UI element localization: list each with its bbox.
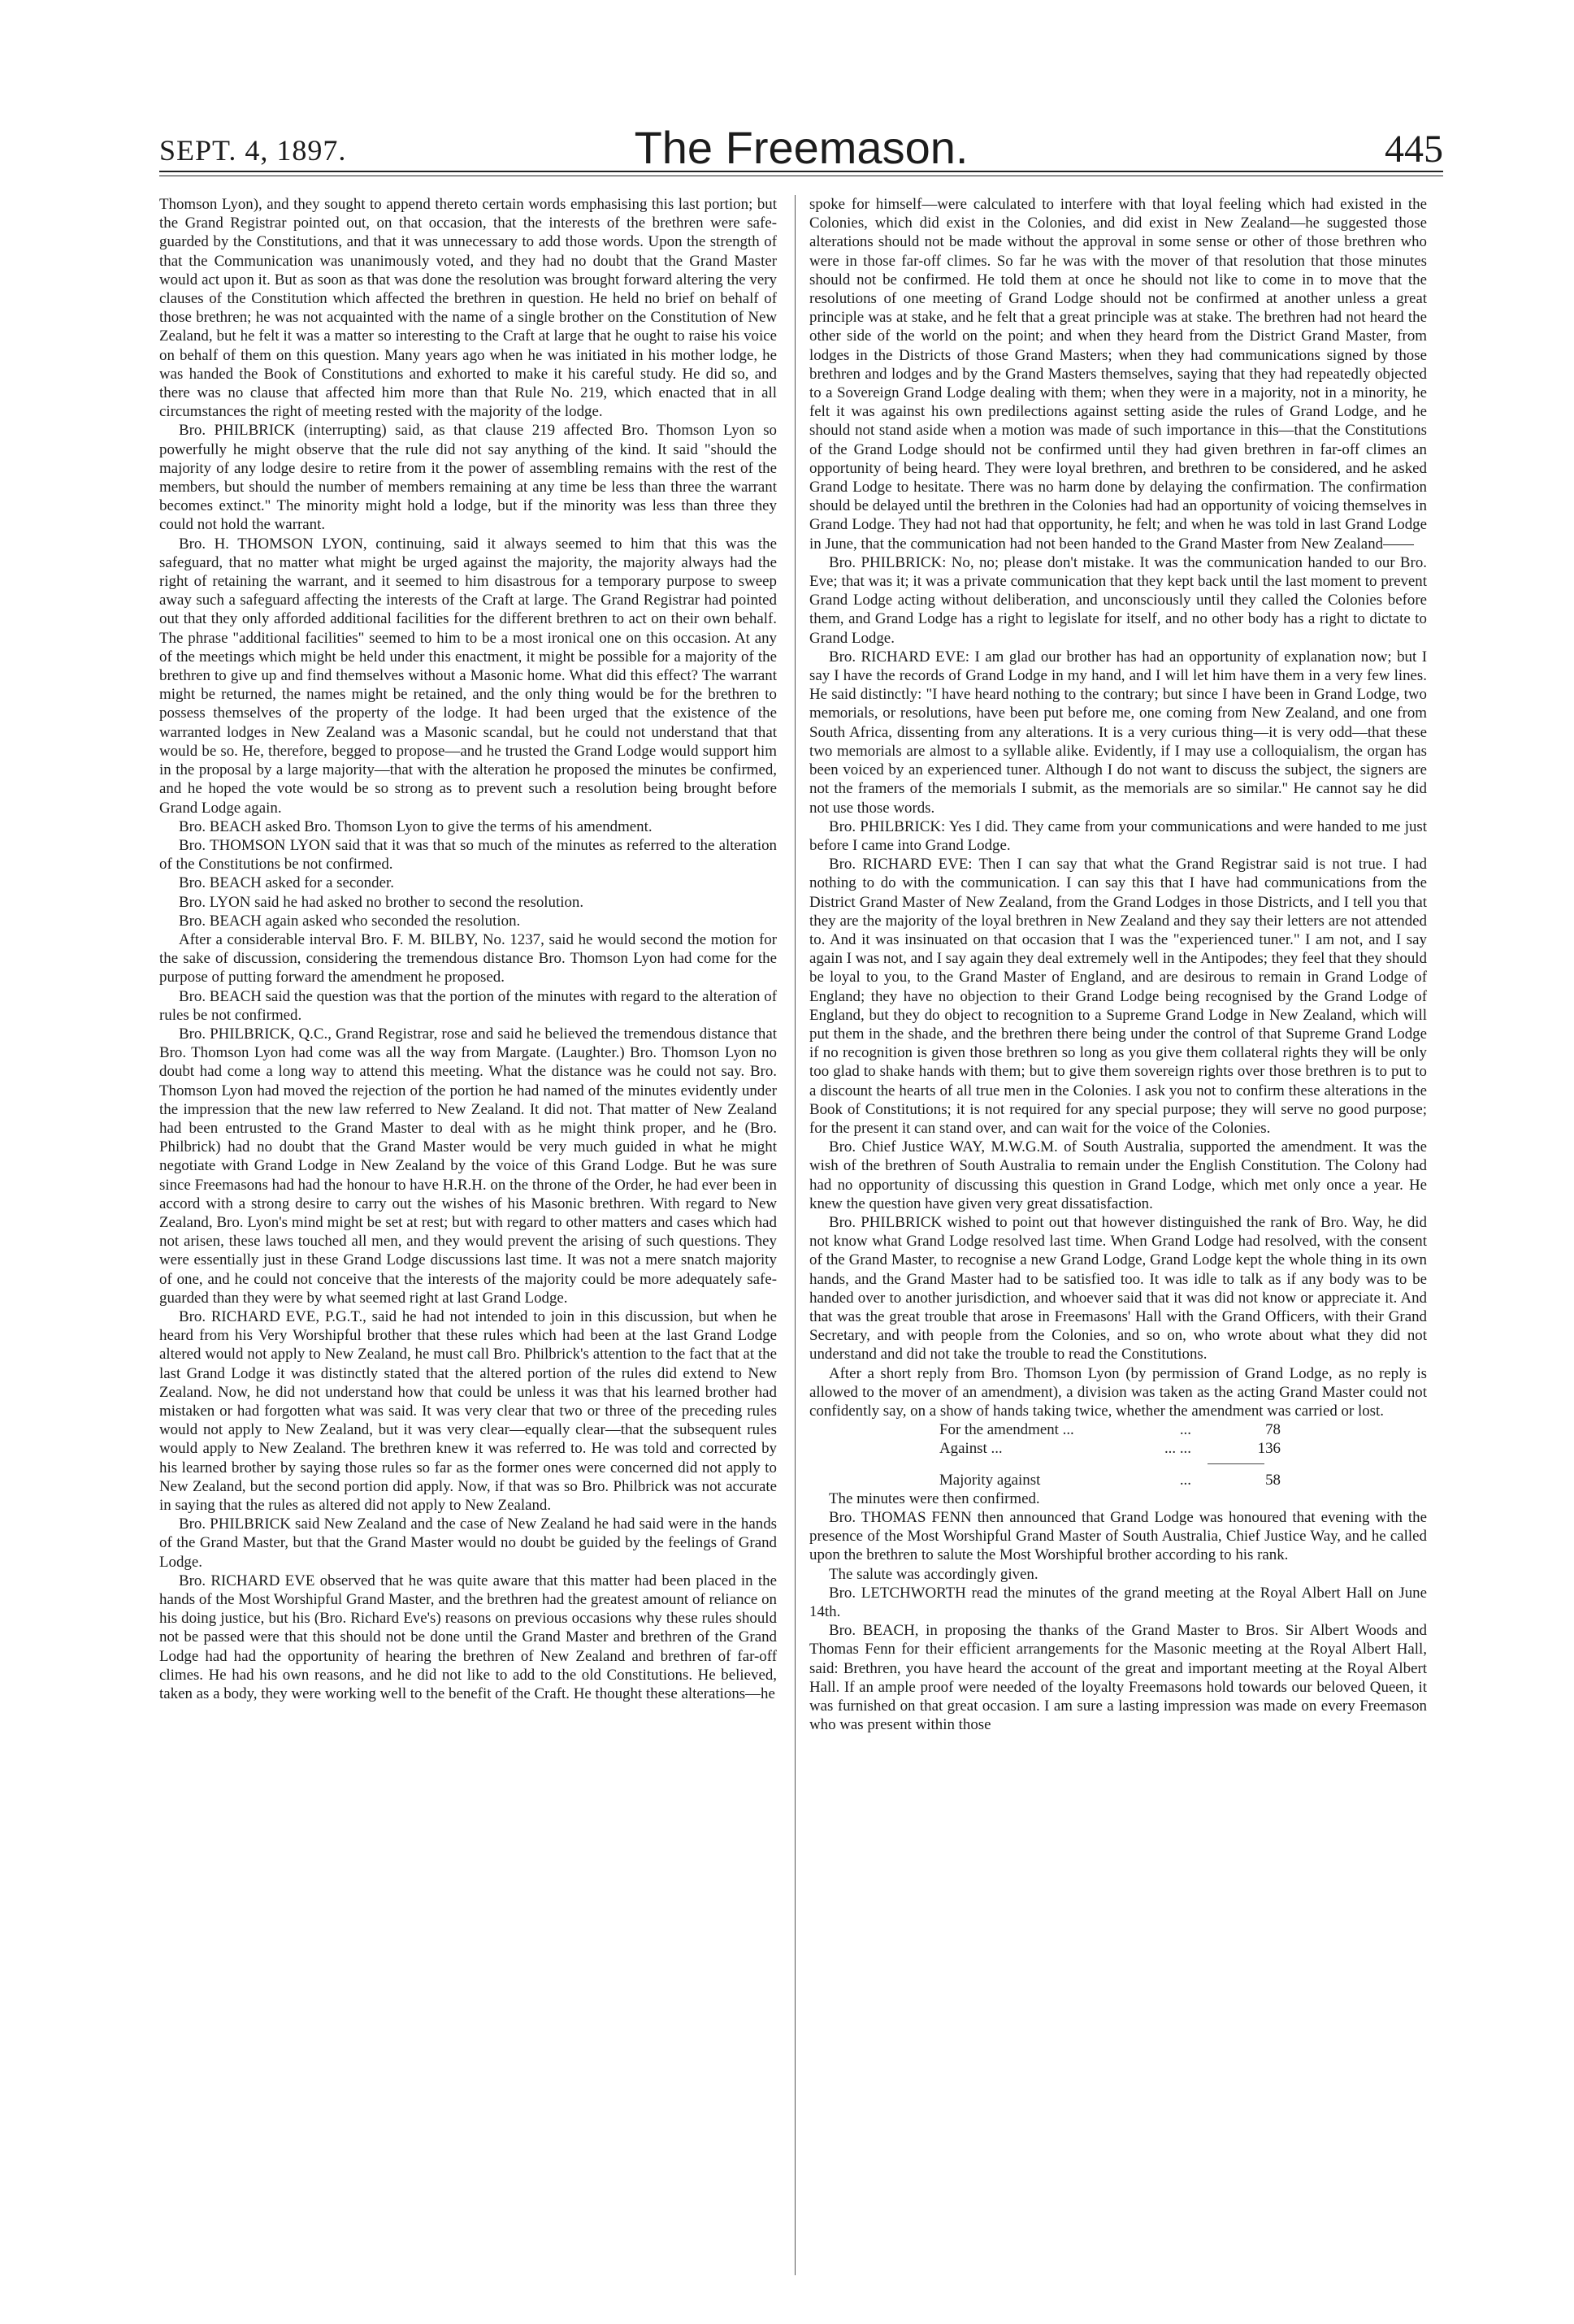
vote-majority-value: 58 xyxy=(1265,1471,1281,1489)
vote-against-row xyxy=(939,1439,1281,1458)
paragraph: Bro. RICHARD EVE observed that he was quite aware that this matter had been placed in the hands of the Most Worshipful Grand Master, and the brethren had the greatest amount of reliance on his doing justice, but his (Bro. Richard Eve's) reasons on previous occasions why these rules should not be passed were that this should not be done until the Grand Master and brethren of the Grand Lodge had had the opportunity of hearing the brethren of New Zealand and brethren of far-off climes. He had his own reasons, and he did not like to add to the old Constitutions. He believed, taken as a body, they were working well to the benefit of the Craft. He thought these alterations—he xyxy=(159,1572,777,1703)
vote-sum-rule xyxy=(1208,1463,1264,1471)
paragraph: Bro. RICHARD EVE: Then I can say that what the Grand Registrar said is not true. I had nothing to do with the communication. I can say this that I have had communications from the District Grand Master of New Zealand, from the Grand Lodges in those Districts, and I tell you that they are the majority of the loyal brethren in New Zealand and they say their letters are not attended to. And it was insinuated on that occasion that I was the "experienced tuner." I am not, and I say again I was not, and I say again they deal extremely well in the Antipodes; they feel that they should be loyal to you, to the Grand Master of England, and are desirous to remain in Grand Lodge of England; they have no objection to their Grand Lodge being recognised by the Grand Lodge of England, but they do object to recognition to a Supreme Grand Lodge in New Zealand, which will put them in the shade, and the brethren there being under the control of that Supreme Grand Lodge if no recognition is given those brethren so long as you give them collateral rights they will be only too glad to shake hands with them; but to give them sovereign rights over those brethren is to put to a discount the hearts of all true men in the Colonies. I ask you not to confirm these alterations in the Book of Constitutions; it is not required for any special purpose; they will serve no good purpose; for the present it can stand over, and can wait for the voice of the Colonies. xyxy=(809,856,1427,1137)
paragraph: Bro. RICHARD EVE: I am glad our brother has had an opportunity of explanation now; but I say I have the records of Grand Lodge in my hand, and I will let him have them in a very few lines. He said distinctly: "I have heard nothing to the contrary; but since I have been in Grand Lodge, two memorials, or resolutions, have been put before me, one coming from New Zealand, and one from South Africa, dissenting from any alterations. It is a very curious thing—it is very odd—that these two memorials are almost to a syllable alike. Evidently, if I may use a colloquialism, the organ has been voiced by an experienced tuner. Although I do not want to discuss the subject, the signers are not the framers of the memorials I submit, as the memorials are so similar." He cannot say he did not use those words. xyxy=(809,648,1427,817)
paragraph: Bro. BEACH asked Bro. Thomson Lyon to give the terms of his amendment. xyxy=(179,817,653,835)
page-number: 445 xyxy=(1385,128,1443,171)
vote-for-dots: ... xyxy=(1179,1421,1191,1439)
vote-majority-row xyxy=(939,1471,1281,1489)
vote-against-dots: ... ... xyxy=(1164,1440,1191,1458)
paragraph: Bro. PHILBRICK: Yes I did. They came from your communications and were handed to me just before I came into Grand Lodge. xyxy=(809,817,1427,854)
paragraph: Bro. LYON said he had asked no brother to second the resolution. xyxy=(179,893,584,911)
paragraph: Bro. PHILBRICK: No, no; please don't mistake. It was the communication handed to our Bro. Eve; that was it; it was a private communication that they kept back until the last moment to prevent Grand Lodge acting without deliberation, and unconsciously until they called the Colonies before them, and Grand Lodge has a right to legislate for itself, and no other body has a right to dictate to Grand Lodge. xyxy=(809,553,1427,647)
paragraph: Bro. BEACH, in proposing the thanks of the Grand Master to Bros. Sir Albert Woods and Thomas Fenn for their efficient arrangements for the Masonic meeting at the Royal Albert Hall, said: Brethren, you have heard the account of the great and important meeting at the Royal Albert Hall. If an ample proof were needed of the loyalty Freemasons hold towards our beloved Queen, it was furnished on that great occasion. I am sure a lasting impression was made on every Freemason who was present within those xyxy=(809,1622,1427,1734)
vote-for-label: For the amendment ... xyxy=(939,1421,1074,1439)
left-column xyxy=(159,195,777,2275)
vote-for-row xyxy=(939,1420,1281,1439)
paragraph: After a considerable interval Bro. F. M. BILBY, No. 1237, said he would second the motion for the sake of discussion, considering the tremendous distance Bro. Thomson Lyon had come for the purpose of putting forward the amendment he proposed. xyxy=(159,930,777,986)
right-column xyxy=(809,195,1427,2275)
paragraph: Bro. LETCHWORTH read the minutes of the grand meeting at the Royal Albert Hall on June 14th. xyxy=(809,1584,1427,1621)
header-rule xyxy=(159,171,1443,172)
paragraph: Bro. PHILBRICK, Q.C., Grand Registrar, rose and said he believed the tremendous distance that Bro. Thomson Lyon had come was all the way from Margate. (Laughter.) Bro. Thomson Lyon no doubt had come a long way to attend this meeting. What the distance was he could not say. Bro. Thomson Lyon had moved the rejection of the portion he had named of the minutes evidently under the impression that the new law referred to New Zealand. It did not. That matter of New Zealand had been entrusted to the Grand Master to deal with as he might think proper, and he (Bro. Philbrick) had no doubt that the Grand Master would be very much guided in what he might negotiate with Grand Lodge in New Zealand by the voice of this Grand Lodge. But he was sure since Freemasons had had the honour to have H.R.H. on the throne of the Order, he had ever been in accord with a strong desire to carry out the wishes of his Masonic brethren. With regard to New Zealand, Bro. Lyon's mind might be set at rest; but with regard to other matters and cases which had not arisen, these laws touched all men, and they would prevent the arising of such questions. They were essentially just in these Grand Lodge discussions last time. It was not a mere snatch majority of one, and he could not conceive that the interests of the majority could be more adequately safe-guarded than they were by what seemed right at last Grand Lodge. xyxy=(159,1025,777,1307)
paragraph: Bro. BEACH asked for a seconder. xyxy=(179,874,394,892)
vote-majority-label: Majority against xyxy=(939,1471,1041,1489)
division-result xyxy=(939,1420,1281,1489)
paragraph: Bro. THOMAS FENN then announced that Grand Lodge was honoured that evening with the presence of the Most Worshipful Grand Master of South Australia, Chief Justice Way, and he called upon the brethren to salute the Most Worshipful brother according to his rank. xyxy=(809,1509,1427,1564)
paragraph: Bro. RICHARD EVE, P.G.T., said he had not intended to join in this discussion, but when he heard from his Very Worshipful brother that these rules which had been at the last Grand Lodge altered would not apply to New Zealand, he must call Bro. Philbrick's attention to the fact that at the last Grand Lodge it was distinctly stated that the altered portion of the rules did extend to New Zealand. Now, he did not understand how that could be unless it was that his learned brother had mistaken or had forgotten what was said. It was very clear that two or three of the preceding rules would not apply to New Zealand, but it was very clear—equally clear—that the subsequent rules would apply to New Zealand. The brethren knew it was referred to. He was told and corrected by his learned brother by saying those rules so far as the former ones were concerned did not apply to New Zealand, but the second portion did apply. Now, if that was so Bro. Philbrick was not accurate in saying that the rules as altered did not apply to New Zealand. xyxy=(159,1307,777,1515)
paragraph: Bro. PHILBRICK wished to point out that however distinguished the rank of Bro. Way, he did not know what Grand Lodge resolved last time. When Grand Lodge had resolved, with the consent of the Grand Master, to recognise a new Grand Lodge, Grand Lodge kept the whole thing in its own hands, and the Grand Master had to be satisfied too. It was idle to talk as if any body was to be handed over to another jurisdiction, and whoever said that it was did not know or appreciate it. And that was the great trouble that arose in Freemasons' Hall with the Grand Officers, with their Grand Secretary, and with people from the Colonies, and so on, who wrote about what they did not understand and did not take the trouble to read the Constitutions. xyxy=(809,1213,1427,1364)
vote-for-value: 78 xyxy=(1265,1421,1281,1439)
paragraph: Bro. PHILBRICK said New Zealand and the case of New Zealand he had said were in the hands of the Grand Master, but that the Grand Master would no doubt be guided by the feelings of Grand Lodge. xyxy=(159,1515,777,1571)
paragraph: After a short reply from Bro. Thomson Lyon (by permission of Grand Lodge, as no reply is allowed to the mover of an amendment), a division was taken as the acting Grand Master could not confidently say, on a show of hands taking twice, whether the amendment was carried or lost. xyxy=(809,1364,1427,1420)
paragraph: Bro. Chief Justice WAY, M.W.G.M. of South Australia, supported the amendment. It was the wish of the brethren of South Australia to remain under the English Constitution. The Colony had had no opportunity of discussing this question in Grand Lodge, which met only once a year. He knew the question have given very great dissatisfaction. xyxy=(809,1138,1427,1212)
paragraph: The minutes were then confirmed. xyxy=(829,1489,1040,1507)
issue-date: SEPT. 4, 1897. xyxy=(159,134,347,167)
paragraph: Bro. PHILBRICK (interrupting) said, as that clause 219 affected Bro. Thomson Lyon so powerfully he might observe that the rule did not say anything of the kind. It said "should the majority of any lodge desire to retire from it the power of assembling remains with the rest of the members, but should the number of members remaining at any time be less than three the warrant becomes extinct." The minority might hold a lodge, but if the minority was less than three they could not hold the warrant. xyxy=(159,422,777,534)
vote-majority-dots: ... xyxy=(1179,1471,1191,1489)
paragraph: spoke for himself—were calculated to interfere with that loyal feeling which had existed in the Colonies, which did exist in the Colonies, and did exist in New Zealand—he suggested those alterations should not be made without the approval in some sense or other of those brethren who were in those far-off climes. So far he was with the mover of that resolution that those minutes should not be confirmed. He told them at once he should not like to come in to move that the resolutions of one meeting of Grand Lodge should not be confirmed at another unless a great principle was at stake, and he felt that a great principle was at stake. The brethren had not heard the other side of the world on the point; and when they heard from the District Grand Master, from lodges in the Districts of those Grand Masters; when they had communications signed by those brethren and lodges and by the Grand Masters themselves, saying that they had repeatedly objected to a Sovereign Grand Lodge dealing with them; when they were in a majority, not in a minority, he felt it was against his own predilections against setting aside the rules of Grand Lodge, and he should not stand aside when a motion was made of such importance in this—that the Constitutions of the Grand Lodge should not be confirmed until they had given brethren in far-off climes an opportunity of being heard. They were loyal brethren, and brethren to be considered, and he asked Grand Lodge to hesitate. There was no harm done by delaying the confirmation. The confirmation should be delayed until the brethren in the Colonies had had an opportunity of voicing themselves in Grand Lodge. They had not had that opportunity, he felt; and when he was told in last Grand Lodge in June, that the communication had not been handed to the Grand Master from New Zealand—— xyxy=(809,196,1427,553)
paragraph: Bro. THOMSON LYON said that it was that so much of the minutes as referred to the alteration of the Constitutions be not confirmed. xyxy=(159,836,777,874)
paragraph: Bro. BEACH said the question was that the portion of the minutes with regard to the alteration of rules be not confirmed. xyxy=(159,987,777,1024)
vote-against-value: 136 xyxy=(1257,1440,1281,1458)
vote-against-label: Against ... xyxy=(939,1440,1003,1458)
paragraph: Bro. H. THOMSON LYON, continuing, said it always seemed to him that this was the safeguard, that no matter what might be urged against the majority, the majority always had the right of retaining the warrant, and it seemed to him disastrous for a temporary purpose to sweep away such a safeguard affecting the interests of the Craft at large. The Grand Registrar had pointed out that they only afforded additional facilities for the different brethren to act on their own behalf. The phrase "additional facilities" seemed to him to be a most ironical one on this occasion. At any of the meetings which might be held under this enactment, it might be possible for a majority of the brethren to give up and find themselves without a Masonic home. What did this effect? The warrant might be returned, the names might be retained, and the only thing would be for the brethren to possess themselves of the property of the lodge. It had been urged that the existence of the warranted lodges in New Zealand was a Masonic scandal, but he could not understand that that would be so. He, therefore, begged to propose—and he trusted the Grand Lodge would support him in the proposal by a large majority—that with the alteration he proposed the minutes be confirmed, and he hoped the vote would be so strong as to prevent such a resolution being brought before Grand Lodge again. xyxy=(159,535,777,817)
paragraph: The salute was accordingly given. xyxy=(829,1565,1038,1583)
paragraph: Thomson Lyon), and they sought to append thereto certain words emphasising this last portion; but the Grand Registrar pointed out, on that occasion, that the interests of the brethren were safe-guarded by the Constitutions, and that it was unnecessary to add those words. Upon the strength of that the Communication was unanimously voted, and they had no doubt that the Grand Master would act upon it. But as soon as that was done the resolution was brought forward altering the very clauses of the Constitution which affected the brethren in question. He held no brief on behalf of those brethren; he was not acquainted with the name of a single brother on the Constitution of New Zealand, but he felt it was a matter so interesting to the Craft at large that he ought to raise his voice on behalf of them on this question. Many years ago when he was initiated in his mother lodge, he was handed the Book of Constitutions and exhorted to make it his careful study. He did so, and there was no clause that affected him more than that Rule No. 219, which enacted that in all circumstances the right of meeting rested with the majority of the lodge. xyxy=(159,196,777,421)
newspaper-title: The Freemason. xyxy=(634,122,969,173)
paragraph: Bro. BEACH again asked who seconded the resolution. xyxy=(179,912,521,930)
column-divider xyxy=(795,195,796,2275)
